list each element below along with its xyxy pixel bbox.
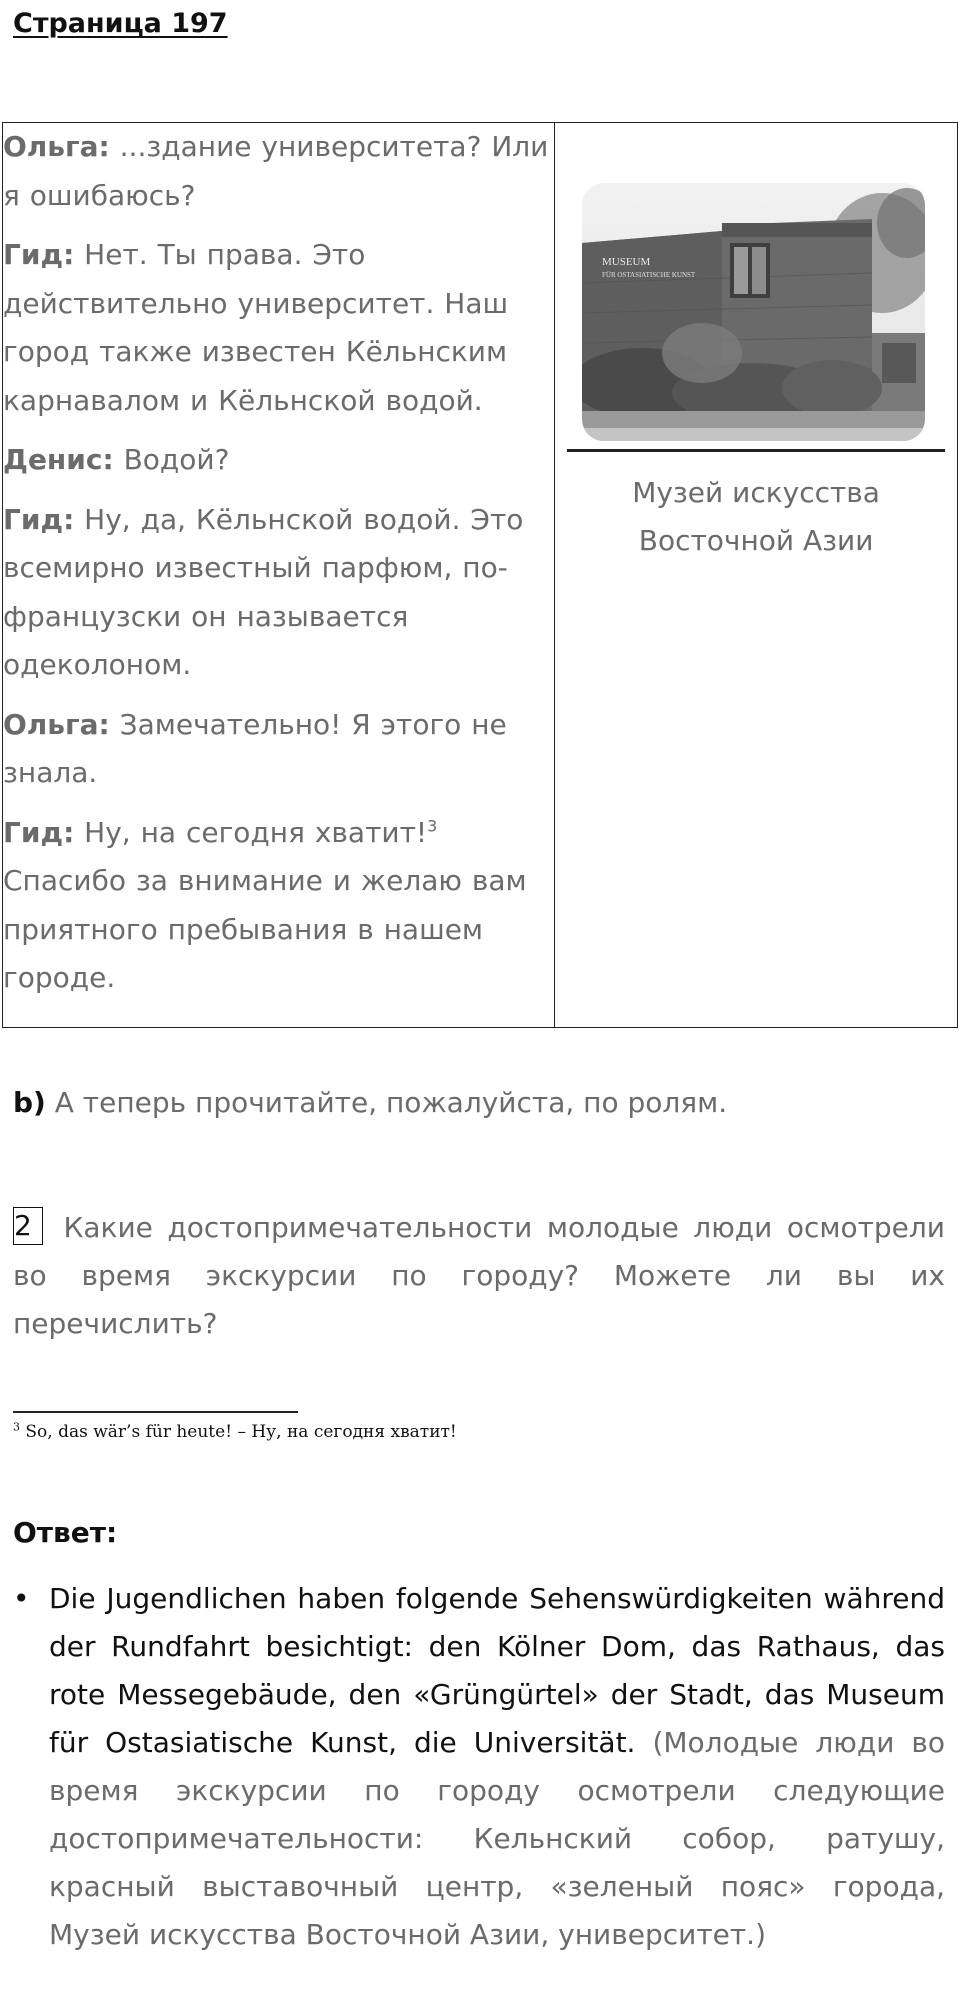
- photo-caption: Музей искусства Восточной Азии: [632, 476, 880, 557]
- dialog-line: [3, 436, 554, 485]
- answer-german: Die Jugendlichen haben folgende Sehenswürdigkeiten während der Rundfahrt besichtigt: den Kölner Dom, das Rathaus, das rote Messegebäude, den «Grüngürtel» der Stadt, das Museum für Ostasiatische Kunst, die Universität.: [49, 1582, 945, 1759]
- footnote: [13, 1422, 457, 1442]
- speaker-name: Ольга:: [3, 707, 110, 741]
- speaker-name: Денис:: [3, 443, 114, 476]
- bullet-icon: •: [13, 1582, 30, 1615]
- answer-title: Ответ:: [13, 1516, 118, 1549]
- dialog-line: [3, 123, 554, 220]
- speaker-name: Гид:: [3, 502, 75, 536]
- answer-russian: (Молодые люди во время экскурсии по городу осмотрели следующие достопримечательности: Кельнский собор, ратушу, красный выставочный центр, «зеленый пояс» города, Музей искусства Восточной Азии, университет.): [49, 1726, 946, 1951]
- answer-body: [49, 1575, 945, 1959]
- dialog-line: [3, 496, 554, 690]
- dialog-line: [3, 231, 554, 425]
- dialog-text: Нет. Ты права. Это действительно университет. Наш город также известен Кёльнским карнавалом и Кёльнской водой.: [3, 238, 509, 417]
- task-text: Какие достопримечательности молодые люди осмотрели во время экскурсии по городу? Можете ли вы их перечислить?: [13, 1211, 946, 1340]
- footnote-mark: 3: [13, 1420, 20, 1434]
- dialog-table: [2, 122, 958, 1028]
- dialog-text: Водой?: [113, 443, 230, 476]
- dialog-text: Спасибо за внимание и желаю вам приятного пребывания в нашем городе.: [3, 864, 527, 994]
- footnote-ref: 3: [427, 816, 438, 836]
- dialog-line: [3, 809, 554, 1003]
- instruction-text: А теперь прочитайте, пожалуйста, по ролям.: [45, 1086, 728, 1119]
- dialog-text: Ну, да, Кёльнской водой. Это всемирно известный парфюм, по-французски он называется одеколоном.: [3, 502, 524, 681]
- task-number: 2: [13, 1207, 43, 1245]
- photo-cell: [555, 123, 958, 1028]
- museum-sign-line1: MUSEUM: [602, 256, 651, 268]
- speaker-name: Гид:: [3, 238, 75, 271]
- footnote-text: So, das wär’s für heute! – Ну, на сегодня хватит!: [20, 1422, 457, 1442]
- dialog-cell: [3, 123, 555, 1028]
- speaker-name: Гид:: [3, 815, 75, 849]
- task-2: [13, 1204, 945, 1348]
- dialog-text: Замечательно! Я этого не знала.: [3, 707, 507, 789]
- dialog-line: [3, 701, 554, 798]
- museum-photo: [582, 183, 925, 441]
- answer-block: [13, 1575, 945, 1959]
- museum-building-image: [582, 183, 925, 441]
- museum-sign-line2: FÜR OSTASIATISCHE KUNST: [602, 271, 696, 279]
- page-title: Страница 197: [13, 8, 228, 39]
- instruction: [13, 1086, 727, 1119]
- dialog-text: Ну, на сегодня хватит!: [74, 815, 428, 849]
- speaker-name: Ольга:: [3, 130, 110, 163]
- instruction-label: b): [13, 1086, 46, 1119]
- photo-divider: [567, 449, 945, 452]
- dialog-text: ...здание университета? Или я ошибаюсь?: [3, 130, 549, 212]
- footnote-divider: [13, 1411, 298, 1413]
